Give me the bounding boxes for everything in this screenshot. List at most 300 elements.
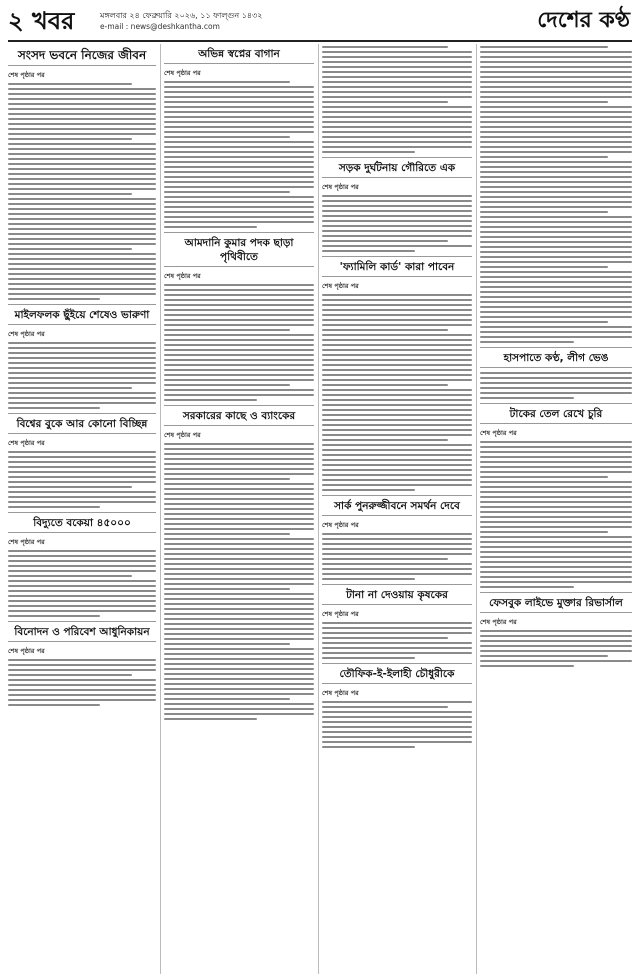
text-line (322, 51, 472, 53)
text-line (480, 96, 632, 98)
article-body (322, 195, 472, 252)
text-line (480, 261, 632, 263)
text-line (164, 384, 290, 386)
article (164, 232, 314, 401)
text-line (322, 741, 472, 743)
text-line (164, 191, 290, 193)
text-line (322, 230, 472, 232)
text-line (164, 284, 314, 286)
continued-from-label: শেষ পৃষ্ঠার পর (8, 71, 45, 79)
article-headline: 'ফ্যামিলি কার্ড' কারা পাবেন (322, 256, 472, 277)
text-line (8, 555, 156, 557)
continued-from-label: শেষ পৃষ্ঠার পর (322, 282, 359, 290)
text-line (322, 354, 472, 356)
text-line (8, 392, 156, 394)
text-line (8, 233, 156, 235)
text-line (480, 392, 632, 394)
text-line (164, 523, 314, 525)
text-line (322, 225, 472, 227)
page-label: ২ খবর (8, 7, 75, 35)
text-line (164, 171, 314, 173)
text-line (322, 329, 448, 331)
text-line (480, 536, 632, 538)
text-line (322, 131, 472, 133)
text-line (8, 268, 156, 270)
article-headline: সংসদ ভবনে নিজের জীবন (8, 44, 156, 66)
text-line (480, 321, 608, 323)
text-line (164, 608, 314, 610)
text-line (164, 334, 314, 336)
continued-from-label: শেষ পৃষ্ঠার পর (480, 618, 517, 626)
text-line (164, 648, 314, 650)
text-line (480, 146, 632, 148)
text-line (480, 221, 632, 223)
text-line (322, 215, 472, 217)
text-line (480, 306, 632, 308)
text-line (8, 188, 156, 190)
text-line (322, 726, 472, 728)
text-line (480, 181, 632, 183)
article (322, 663, 472, 748)
text-line (8, 357, 156, 359)
text-line (164, 538, 314, 540)
text-line (322, 652, 472, 654)
text-line (480, 91, 632, 93)
text-line (8, 461, 156, 463)
text-line (480, 336, 632, 338)
text-line (8, 243, 156, 245)
text-line (480, 571, 632, 573)
text-line (8, 108, 156, 110)
text-line (164, 503, 314, 505)
text-line (322, 459, 472, 461)
text-line (164, 528, 314, 530)
text-line (8, 283, 156, 285)
text-line (322, 404, 472, 406)
text-line (164, 369, 314, 371)
text-line (164, 111, 314, 113)
text-line (322, 200, 472, 202)
text-line (480, 236, 632, 238)
column-1 (8, 44, 156, 974)
text-line (322, 622, 472, 624)
article-headline: বিশ্বের বুকে আর কোনো বিচ্ছিন্ন (8, 413, 156, 434)
article (480, 347, 632, 399)
text-line (8, 506, 100, 508)
text-line (322, 627, 472, 629)
text-line (322, 369, 472, 371)
article-headline: মাইলফলক ছুঁইয়ে শেষেও ভারুণা (8, 304, 156, 325)
text-line (8, 471, 156, 473)
text-line (164, 389, 314, 391)
text-line (322, 379, 472, 381)
text-line (322, 334, 472, 336)
text-line (8, 486, 132, 488)
text-line (322, 543, 472, 545)
text-line (164, 708, 314, 710)
text-line (164, 613, 314, 615)
article-headline: টাকের তেল রেখে চুরি (480, 403, 632, 424)
article-body (480, 441, 632, 588)
text-line (8, 704, 100, 706)
continued-from-label: শেষ পৃষ্ঠার পর (322, 689, 359, 697)
text-line (164, 673, 314, 675)
text-line (480, 176, 632, 178)
text-line (322, 568, 472, 570)
text-line (164, 718, 257, 720)
text-line (322, 364, 472, 366)
text-line (164, 156, 314, 158)
text-line (164, 623, 314, 625)
text-line (322, 111, 472, 113)
text-line (164, 688, 314, 690)
text-line (480, 456, 632, 458)
text-line (480, 276, 632, 278)
article-headline: হাসপাতে কণ্ঠ, লীগ ভেঙ (480, 347, 632, 368)
text-line (322, 439, 448, 441)
text-line (480, 576, 632, 578)
text-line (480, 191, 632, 193)
text-line (480, 311, 632, 313)
article (480, 403, 632, 588)
text-line (164, 176, 314, 178)
text-line (480, 640, 632, 642)
text-line (322, 399, 472, 401)
text-line (164, 344, 314, 346)
text-line (480, 246, 632, 248)
text-line (8, 278, 156, 280)
text-line (480, 116, 632, 118)
text-line (322, 339, 472, 341)
text-line (8, 193, 132, 195)
text-line (322, 101, 448, 103)
article-columns (8, 44, 632, 974)
text-line (164, 141, 314, 143)
text-line (480, 491, 632, 493)
continued-from-label: শেষ পৃষ্ঠার পর (8, 439, 45, 447)
text-line (322, 344, 472, 346)
text-line (322, 374, 472, 376)
text-line (480, 446, 632, 448)
text-line (164, 226, 257, 228)
text-line (480, 486, 632, 488)
article (8, 621, 156, 706)
text-line (8, 208, 156, 210)
text-line (480, 551, 632, 553)
column-rule (318, 44, 319, 974)
text-line (8, 118, 156, 120)
text-line (322, 479, 472, 481)
text-line (322, 324, 472, 326)
text-line (8, 590, 156, 592)
text-line (322, 578, 415, 580)
date-line: মঙ্গলবার ২৪ ফেব্রুয়ারি ২০২৬, ১১ ফাল্গুন ১৪৩২ (100, 11, 263, 20)
text-line (322, 573, 472, 575)
text-line (8, 253, 156, 255)
text-line (480, 186, 632, 188)
text-line (480, 397, 574, 399)
text-line (164, 548, 314, 550)
text-line (8, 158, 156, 160)
text-line (480, 296, 632, 298)
text-line (322, 701, 472, 703)
article-headline: বিদ্যুতে বকেয়া ৪৫০০০ (8, 512, 156, 533)
text-line (322, 533, 472, 535)
text-line (322, 141, 472, 143)
text-line (480, 166, 632, 168)
text-line (480, 51, 632, 53)
article-body (322, 622, 472, 659)
text-line (322, 553, 472, 555)
article-headline: সার্ক পুনরুজ্জীবনে সমর্থন দেবে (322, 495, 472, 516)
text-line (322, 464, 472, 466)
text-line (8, 689, 156, 691)
text-line (322, 489, 415, 491)
article-body (8, 451, 156, 508)
text-line (164, 468, 314, 470)
text-line (480, 216, 632, 218)
text-line (8, 674, 132, 676)
text-line (322, 359, 472, 361)
text-line (164, 314, 314, 316)
text-line (8, 93, 156, 95)
article-body (8, 342, 156, 409)
text-line (8, 178, 156, 180)
text-line (164, 399, 257, 401)
text-line (164, 86, 314, 88)
text-line (8, 659, 156, 661)
article-headline: টানা না দেওয়ায় কৃষকের (322, 584, 472, 605)
text-line (480, 506, 632, 508)
text-line (480, 546, 632, 548)
text-line (322, 46, 448, 48)
text-line (164, 181, 314, 183)
text-line (322, 657, 415, 659)
text-line (8, 664, 156, 666)
text-line (164, 513, 314, 515)
text-line (480, 251, 632, 253)
text-line (8, 198, 156, 200)
text-line (8, 228, 156, 230)
text-line (322, 116, 472, 118)
text-line (322, 121, 472, 123)
text-line (8, 615, 100, 617)
text-line (322, 474, 472, 476)
text-line (480, 660, 632, 662)
text-line (480, 511, 632, 513)
text-line (480, 650, 632, 652)
text-line (164, 116, 314, 118)
text-line (8, 133, 156, 135)
text-line (480, 377, 632, 379)
text-line (322, 414, 472, 416)
article-headline: তৌফিক-ই-ইলাহী চৌধুরীকে (322, 663, 472, 684)
article (8, 44, 156, 300)
text-line (322, 563, 472, 565)
text-line (480, 521, 632, 523)
text-line (480, 531, 608, 533)
text-line (164, 324, 314, 326)
text-line (164, 703, 314, 705)
text-line (480, 541, 632, 543)
article (322, 46, 472, 153)
text-line (164, 603, 314, 605)
text-line (322, 151, 415, 153)
text-line (164, 453, 314, 455)
text-line (480, 466, 632, 468)
text-line (322, 389, 472, 391)
text-line (322, 548, 472, 550)
continued-from-label: শেষ পৃষ্ঠার পর (164, 272, 201, 280)
text-line (8, 585, 156, 587)
text-line (164, 121, 314, 123)
text-line (480, 645, 632, 647)
continued-from-label: শেষ পৃষ্ঠার পর (164, 431, 201, 439)
text-line (322, 210, 472, 212)
text-line (164, 658, 314, 660)
text-line (8, 213, 156, 215)
text-line (480, 156, 608, 158)
text-line (480, 151, 632, 153)
text-line (322, 558, 448, 560)
text-line (480, 630, 632, 632)
text-line (322, 91, 472, 93)
text-line (164, 483, 314, 485)
text-line (480, 121, 632, 123)
column-4 (480, 44, 632, 974)
text-line (322, 61, 472, 63)
text-line (480, 301, 632, 303)
text-line (164, 678, 314, 680)
text-line (480, 481, 632, 483)
article (8, 512, 156, 617)
text-line (8, 669, 156, 671)
article (322, 157, 472, 252)
text-line (322, 721, 472, 723)
text-line (164, 309, 314, 311)
text-line (480, 331, 632, 333)
text-line (322, 136, 472, 138)
text-line (164, 698, 290, 700)
text-line (322, 647, 472, 649)
text-line (322, 454, 472, 456)
article (322, 584, 472, 659)
text-line (8, 402, 156, 404)
text-line (164, 668, 314, 670)
text-line (164, 294, 314, 296)
text-line (164, 106, 314, 108)
text-line (8, 362, 156, 364)
text-line (164, 394, 314, 396)
text-line (8, 88, 156, 90)
text-line (480, 496, 632, 498)
text-line (322, 294, 472, 296)
text-line (164, 508, 314, 510)
text-line (164, 364, 314, 366)
article-body (164, 284, 314, 401)
text-line (480, 526, 632, 528)
text-line (8, 138, 132, 140)
text-line (164, 558, 314, 560)
text-line (8, 83, 132, 85)
text-line (322, 434, 472, 436)
text-line (8, 481, 156, 483)
text-line (322, 409, 472, 411)
article-headline: আমদানি কুমার পদক ছাড়া পৃথিবীতে (164, 232, 314, 267)
text-line (8, 550, 156, 552)
text-line (164, 299, 314, 301)
text-line (8, 565, 156, 567)
text-line (164, 458, 314, 460)
text-line (480, 141, 632, 143)
text-line (480, 586, 574, 588)
masthead-info (100, 10, 263, 32)
text-line (480, 161, 632, 163)
text-line (164, 151, 314, 153)
text-line (164, 583, 314, 585)
text-line (480, 286, 632, 288)
text-line (480, 111, 632, 113)
text-line (322, 299, 472, 301)
continued-from-label: শেষ পৃষ্ঠার পর (322, 521, 359, 529)
text-line (164, 488, 314, 490)
text-line (480, 206, 632, 208)
text-line (322, 384, 448, 386)
text-line (164, 196, 314, 198)
text-line (164, 563, 314, 565)
continued-from-label: শেষ পৃষ্ঠার পর (480, 429, 517, 437)
text-line (480, 76, 632, 78)
text-line (322, 449, 472, 451)
text-line (8, 203, 156, 205)
text-line (164, 628, 314, 630)
article (8, 304, 156, 409)
text-line (322, 126, 472, 128)
text-line (322, 304, 472, 306)
text-line (322, 146, 472, 148)
text-line (8, 223, 156, 225)
text-line (8, 218, 156, 220)
text-line (8, 143, 156, 145)
text-line (322, 220, 472, 222)
text-line (8, 298, 100, 300)
text-line (8, 258, 156, 260)
text-line (480, 61, 632, 63)
text-line (8, 128, 156, 130)
article (322, 495, 472, 580)
text-line (322, 394, 472, 396)
article-headline: অভিন্ন স্বপ্নের বাগান (164, 44, 314, 64)
text-line (8, 352, 156, 354)
text-line (164, 478, 290, 480)
text-line (480, 201, 632, 203)
text-line (164, 136, 290, 138)
text-line (164, 493, 314, 495)
text-line (164, 448, 314, 450)
text-line (322, 637, 448, 639)
text-line (480, 382, 632, 384)
text-line (480, 131, 632, 133)
text-line (8, 168, 156, 170)
text-line (164, 101, 314, 103)
article-body (322, 533, 472, 580)
text-line (8, 397, 156, 399)
article-body (164, 443, 314, 720)
text-line (164, 598, 314, 600)
text-line (8, 123, 156, 125)
article-body (480, 372, 632, 399)
text-line (480, 281, 632, 283)
